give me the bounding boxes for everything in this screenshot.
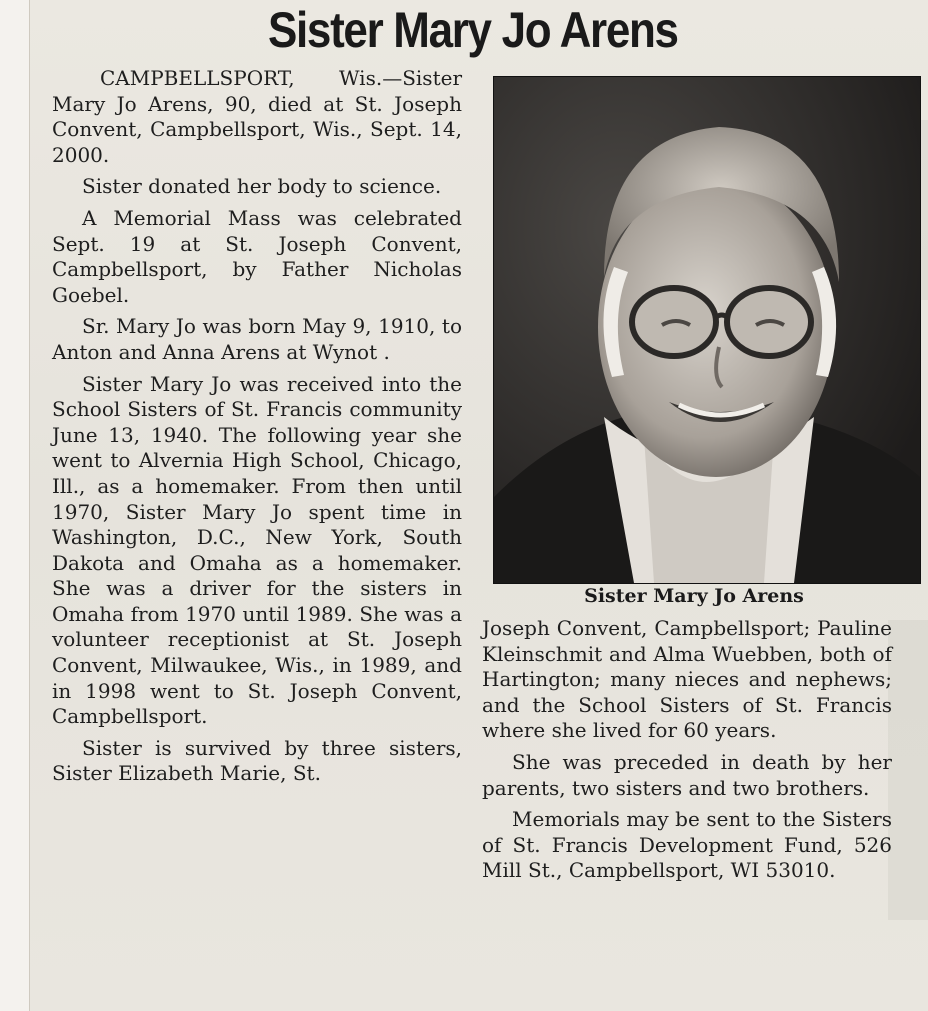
paragraph-preceded: She was preceded in death by her parents, two sisters and two brothers. — [482, 749, 892, 800]
paragraph-career: Sister Mary Jo was received into the School Sisters of St. Francis community June 13, 1940. The following year she went to Alvernia High School, Chicago, Ill., as a homemaker. From then until 1970, Sister Mary Jo spent time in Washington, D.C., New York, South Dakota and Omaha as a homemaker. She was a driver for the sisters in Omaha from 1970 until 1989. She was a volunteer receptionist at St. Joseph Convent, Milwaukee, Wis., in 1989, and in 1998 went to St. Joseph Convent, Campbellsport. — [52, 371, 462, 729]
paper-bleed-through — [888, 620, 928, 920]
paragraph-birth: Sr. Mary Jo was born May 9, 1910, to Anton and Anna Arens at Wynot . — [52, 314, 462, 364]
paragraph-memorials: Memorials may be sent to the Sisters of St. Francis Development Fund, 526 Mill St., Campbellsport, WI 53010. — [482, 807, 892, 883]
right-column — [482, 616, 892, 890]
paragraph-survivors-continued: Joseph Convent, Campbellsport; Pauline Kleinschmit and Alma Wuebben, both of Hartington; many nieces and nephews; and the School Sisters of St. Francis where she lived for 60 years. — [482, 616, 892, 743]
paragraph-intro: CAMPBELLSPORT, Wis.—Sister Mary Jo Arens, 90, died at St. Joseph Convent, Campbellsport, Wis., Sept. 14, 2000. — [52, 66, 462, 167]
paragraph-memorial-mass: A Memorial Mass was celebrated Sept. 19 at St. Joseph Convent, Campbellsport, by Father Nicholas Goebel. — [52, 205, 462, 307]
photo-caption: Sister Mary Jo Arens — [584, 585, 804, 607]
portrait-illustration — [494, 77, 920, 583]
obituary-headline: Sister Mary Jo Arens — [268, 2, 678, 58]
paragraph-survivors-start: Sister is survived by three sisters, Sister Elizabeth Marie, St. — [52, 735, 462, 786]
left-column — [52, 66, 462, 793]
portrait-photo — [493, 76, 921, 584]
paragraph-donation: Sister donated her body to science. — [82, 174, 442, 199]
